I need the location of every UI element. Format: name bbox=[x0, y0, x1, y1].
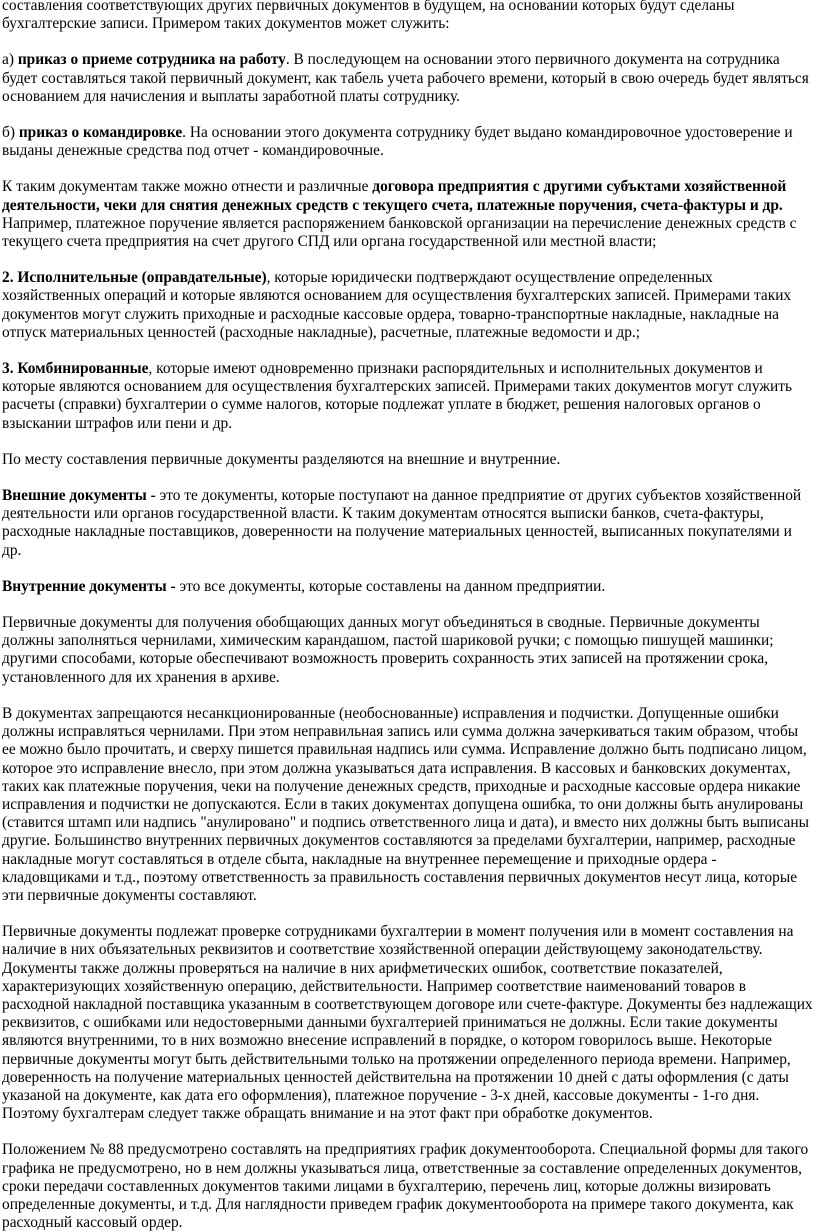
paragraph-external-docs bbox=[2, 487, 813, 560]
paragraph-text: В документах запрещаются несанкционированные (необоснованные) исправления и подчистки. Допущенные ошибки должны исправляться чернилами. При этом неправильная запись или сумма должна зачеркиваться таким образом, чтобы ее можно было прочитать, и сверху пишется правильная надпись или сумма. Исправление должно быть подписано лицом, которое это исправление внесло, при этом должна указываться дата исправления. В кассовых и банковских документах, таких как платежные поручения, чеки на получение денежных средств, приходные и расходные кассовые ордера никакие исправления и подчистки не допускаются. Если в таких документах допущена ошибка, то они должны быть анулированы (ставится штамп или надпись "анулировано" и подпись ответственного лица и дата), и вместо них должны быть выписаны другие. Большинство внутренних первичных документов составляются за пределами бухгалтерии, например, расходные накладные могут составляться в отделе сбыта, накладные на внутреннее перемещение и приходные ордера - кладовщиками и т.д., поэтому ответственность за правильность составления первичных документов несут лица, которые эти первичные документы составляют. bbox=[2, 704, 809, 904]
paragraph-verification bbox=[2, 923, 813, 1123]
paragraph-text: , которые имеют одновременно признаки распорядительных и исполнительных документов и которые являются основанием для осуществления бухгалтерских записей. Примерами таких документов могут служить расчеты (справки) бухгалтерии о сумме налогов, которые подлежат уплате в бюджет, решения налоговых органов о взыскании штрафов или пени и др. bbox=[2, 360, 792, 432]
paragraph-text: К таким документам также можно отнести и различные bbox=[2, 178, 373, 196]
paragraph-text: . В последующем на основании этого первичного документа на сотрудника будет составляться такой первичный документ, как табель учета рабочего времени, который в свою очередь будет являться основанием для начисления и выплаты заработной платы сотруднику. bbox=[2, 51, 809, 105]
paragraph-place-of-creation bbox=[2, 451, 813, 469]
paragraph-intro bbox=[2, 0, 813, 33]
intro-text: составления соответствующих других первичных документов в будущем, на основании которых будут сделаны бухгалтерские записи. Примером таких документов может служить: bbox=[2, 0, 735, 33]
paragraph-corrections bbox=[2, 705, 813, 905]
bold-term: Внутренние документы - bbox=[2, 577, 176, 595]
paragraph-internal-docs bbox=[2, 578, 813, 596]
paragraph-executive-docs bbox=[2, 269, 813, 342]
list-marker: а) bbox=[2, 51, 18, 69]
paragraph-combined-docs bbox=[2, 360, 813, 433]
paragraph-text: Положением № 88 предусмотрено составлять на предприятиях график документооборота. Специальной формы для такого графика не предусмотрено, но в нем должны указываться лица, ответственные за составление определенных документов, сроки передачи составленных документов такими лицами в бухгалтерию, перечень лиц, которые должны визировать определенные документы, и т.д. Для наглядности приведем график документооборота на примере такого документа, как расходный кассовый ордер. bbox=[2, 1141, 809, 1232]
paragraph-summary-docs bbox=[2, 614, 813, 687]
paragraph-document-flow bbox=[2, 1141, 813, 1232]
paragraph-text: Первичные документы подлежат проверке сотрудниками бухгалтерии в момент получения или в момент составления на наличие в них объязательных реквизитов и соответствие хозяйственной операции действующему законодательству. Документы также должны проверяться на наличие в них арифметических ошибок, соответствие показателей, характеризующих хозяйственную операцию, действительности. Например соответствие наименований товаров в расходной накладной поставщика указанным в соответствующем договоре или счете-фактуре. Документы без надлежащих реквизитов, с ошибками или недостоверными данными бухгалтерией приниматься не должны. Если такие документы являются внутренними, то в них возможно внесение исправлений в порядке, о котором говорилось выше. Некоторые первичные документы могут быть действительными только на протяжении определенного периода времени. Например, доверенность на получение материальных ценностей действительна на протяжении 10 дней с даты оформления (с даты указаной на документе, как дата его оформления), платежное поручение - 3-х дней, кассовые документы - 1-го дня. Поэтому бухгалтерам следует также обращать внимание и на этот факт при обработке документов. bbox=[2, 923, 813, 1123]
bold-term: приказ о командировке bbox=[18, 124, 183, 142]
bold-term: 2. Исполнительные (оправдательные) bbox=[2, 269, 267, 287]
bold-term: договора предприятия с другими субъктами хозяйственной деятельности, чеки для снятия денежных средств с текущего счета, платежные поручения, счета-фактуры и др. bbox=[2, 178, 787, 214]
paragraph-text: По месту составления первичные документы разделяются на внешние и внутренние. bbox=[2, 450, 561, 468]
bold-term: Внешние документы - bbox=[2, 487, 156, 505]
paragraph-text: Например, платежное поручение является распоряжением банковской организации на перечисление денежных средств с текущего счета предприятия на счет другого СПД или органа государственной или местной власти; bbox=[2, 214, 797, 251]
paragraph-text: . На основании этого документа сотруднику будет выдано командировочное удостоверение и выданы денежные средства под отчет - командировочные. bbox=[2, 124, 793, 160]
bold-term: 3. Комбинированные bbox=[2, 360, 149, 378]
paragraph-text: , которые юридически подтверждают осуществление определенных хозяйственных операций и которые являются основанием для осуществления бухгалтерских записей. Примерами таких документов могут служить приходные и расходные кассовые ордера, товарно-транспортные накладные, накладные на отпуск материальных ценностей (расходные накладные), расчетные, платежные ведомости и др.; bbox=[2, 269, 792, 341]
bold-term: приказ о приеме сотрудника на работу bbox=[17, 51, 286, 69]
paragraph-example-a bbox=[2, 51, 813, 106]
list-marker: б) bbox=[2, 124, 19, 142]
paragraph-example-b bbox=[2, 124, 813, 160]
paragraph-text: это те документы, которые поступают на данное предприятие от других субъектов хозяйственной деятельности или органов государственной власти. К таким документам относятся выписки банков, счета-фактуры, расходные накладные поставщиков, доверенности на получение материальных ценностей, выписанных покупателями и др. bbox=[2, 487, 802, 559]
paragraph-text: Первичные документы для получения обобщающих данных могут объединяться в сводные. Первичные документы должны заполняться чернилами, химическим карандашом, пастой шариковой ручки; с помощью пишущей машинки; другими способами, которые обеспечивают возможность проверить сохранность этих записей на протяжении срока, установленного для их хранения в архиве. bbox=[2, 614, 774, 686]
paragraph-text: это все документы, которые составлены на данном предприятии. bbox=[175, 577, 606, 595]
paragraph-contracts bbox=[2, 178, 813, 251]
